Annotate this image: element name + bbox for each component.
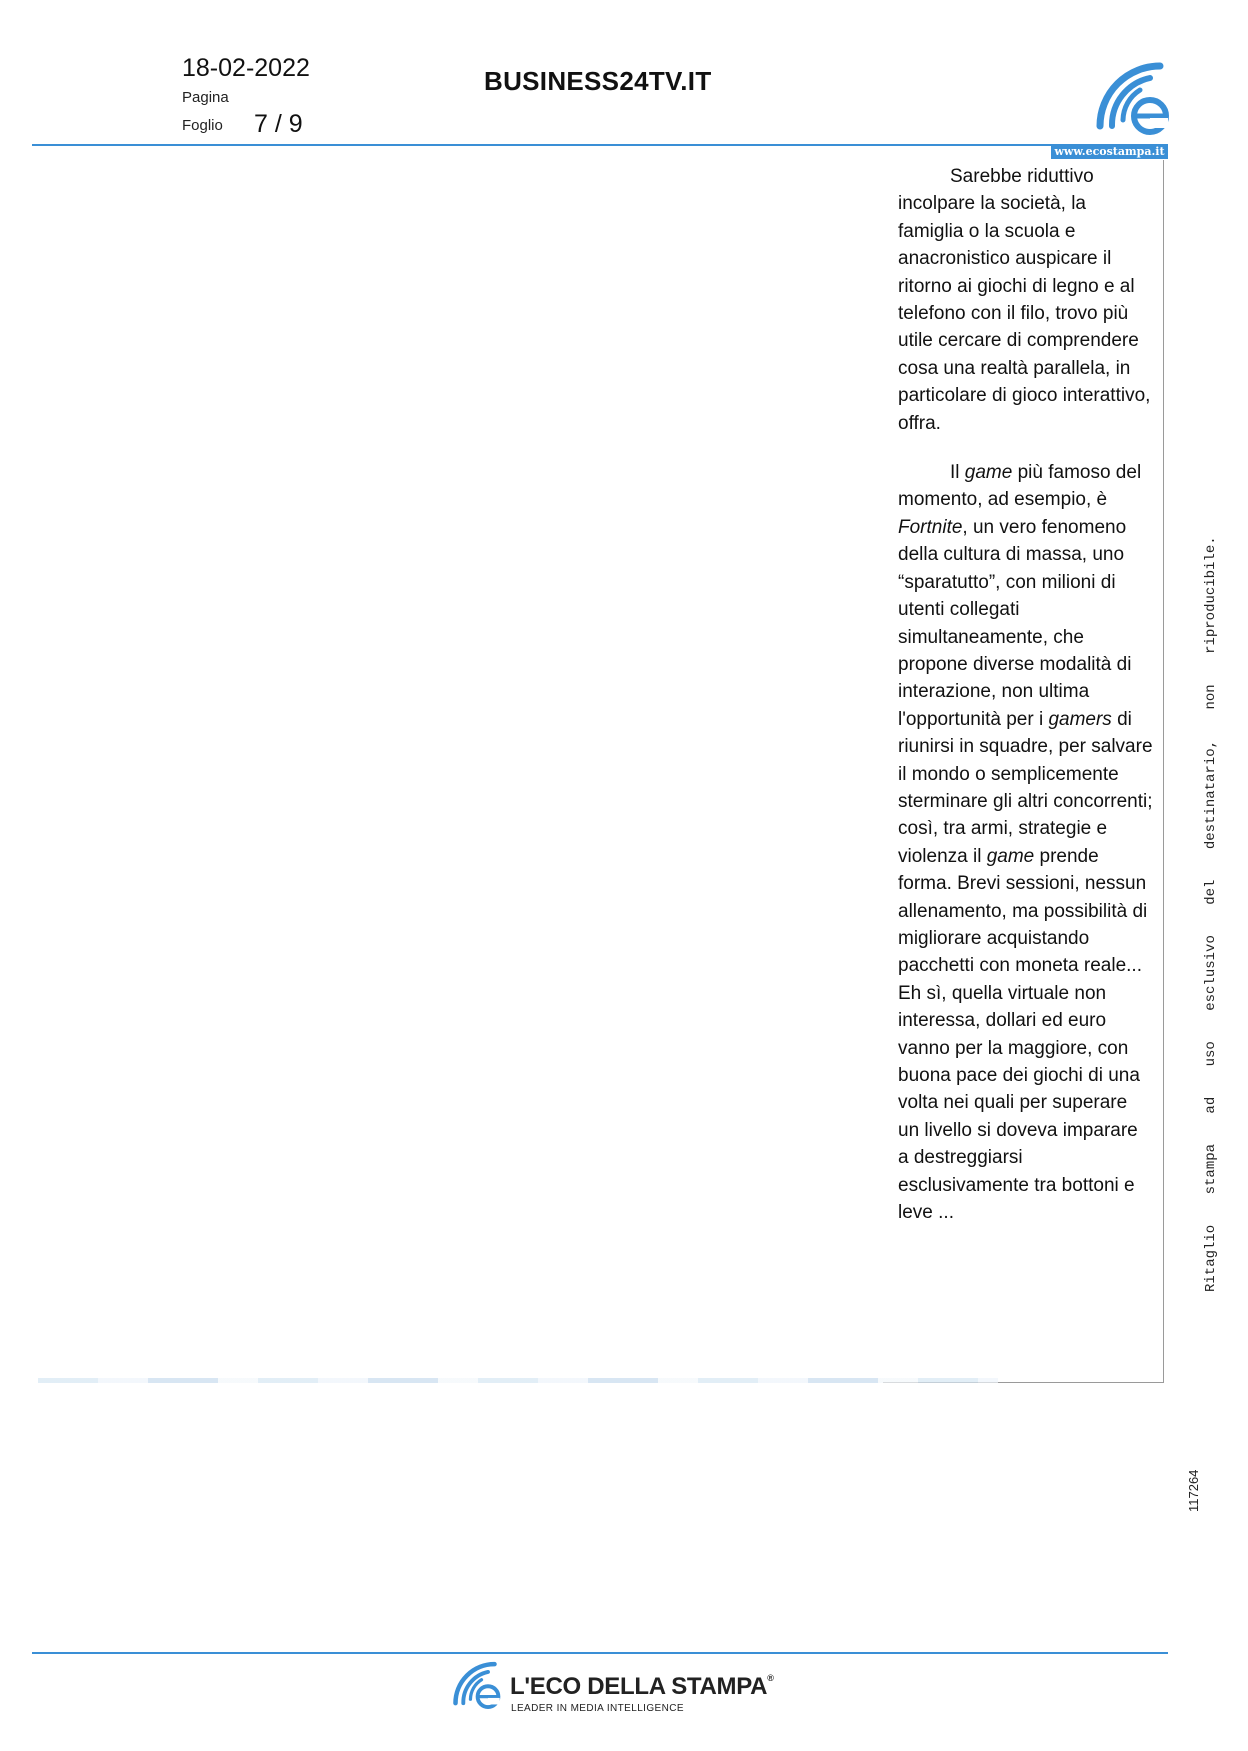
scan-artifact-strip [38, 1378, 998, 1383]
text-run: , un vero fenomeno della cultura di massa, uno “sparatutto”, con milioni di utenti collegati simultaneamente, che propone diverse modalità di interazione, non ultima l'opportunità per i [898, 516, 1132, 730]
publication-title: BUSINESS24TV.IT [484, 66, 712, 96]
article-body [898, 163, 1153, 1248]
text-run: Sarebbe riduttivo incolpare la società, la famiglia o la scuola e anacronistico auspicare il ritorno ai giochi di legno e al telefono con il filo, trovo più utile cercare di comprendere cosa una realtà parallela, in particolare di gioco interattivo, offra. [898, 166, 1151, 434]
article-paragraph [898, 163, 1153, 437]
text-run: Il [950, 462, 965, 484]
italic-term: gamers [1048, 708, 1112, 730]
footer-tagline: LEADER IN MEDIA INTELLIGENCE [511, 1703, 684, 1714]
text-run: più famoso del momento, ad esempio, è [898, 462, 1142, 511]
website-badge: www.ecostampa.it [1051, 144, 1168, 159]
client-code: 117264 [1186, 1469, 1201, 1512]
italic-term: game [964, 462, 1013, 484]
footer-brand: L'ECO DELLA STAMPA® [510, 1673, 774, 1700]
italic-term: game [986, 845, 1035, 867]
foglio-label: Foglio [182, 117, 223, 134]
article-paragraph [898, 459, 1153, 1226]
header-rule [32, 144, 1168, 146]
eco-logo-icon [1090, 54, 1170, 136]
text-run: prende forma. Brevi sessioni, nessun allenamento, ma possibilità di migliorare acquistando pacchetti con moneta reale... Eh sì, quella virtuale non interessa, dollari ed euro vanno per la maggiore, con buona pace dei giochi di una volta nei quali per superare un livello si doveva imparare a destreggiarsi esclusivamente tra bottoni e leve ... [898, 845, 1148, 1224]
italic-term: Fortnite [898, 516, 963, 538]
clipping-date: 18-02-2022 [182, 54, 310, 82]
footer-rule [32, 1652, 1168, 1654]
eco-footer-logo-icon [449, 1656, 501, 1710]
reproduction-notice: Ritaglio stampa ad uso esclusivo del destinatario, non riproducibile. [1203, 536, 1219, 1292]
pagina-label: Pagina [182, 89, 229, 106]
foglio-value: 7 / 9 [254, 110, 303, 138]
text-run: di riunirsi in squadre, per salvare il mondo o semplicemente sterminare gli altri concorrenti; così, tra armi, strategie e violenza il [898, 708, 1153, 867]
